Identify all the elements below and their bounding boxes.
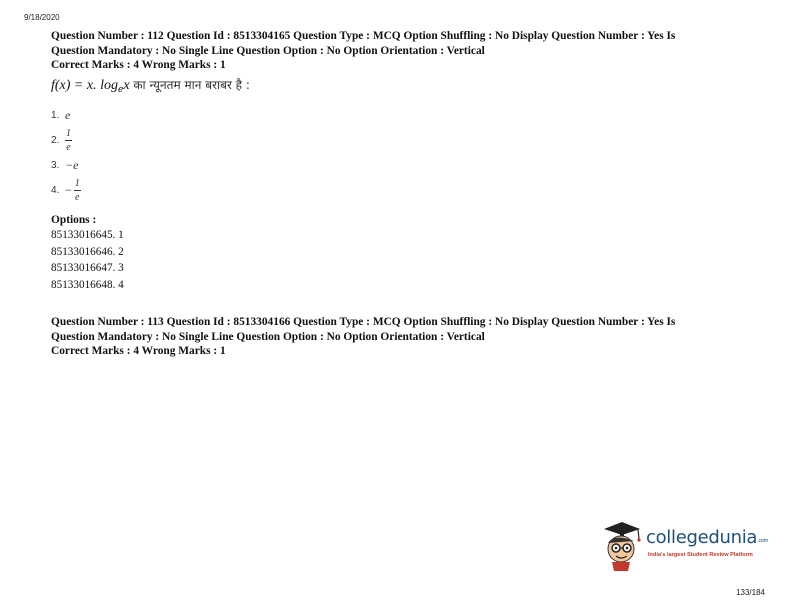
answer-option-3 bbox=[51, 158, 751, 174]
page-number: 133/184 bbox=[736, 588, 765, 597]
mascot-icon bbox=[604, 522, 641, 571]
question-formula-part2: x bbox=[123, 77, 130, 93]
option-codes-list bbox=[51, 227, 751, 294]
answer-option-2 bbox=[51, 124, 751, 158]
answer-option-value: −e bbox=[65, 158, 79, 173]
negative-sign: − bbox=[65, 183, 72, 198]
answer-option-number: 2. bbox=[51, 135, 60, 147]
fraction-bar bbox=[65, 140, 72, 141]
fraction-denominator: e bbox=[66, 142, 71, 154]
answer-options bbox=[51, 108, 751, 208]
answer-option-1 bbox=[51, 108, 751, 124]
question-113 bbox=[51, 315, 751, 359]
question-112-text bbox=[51, 75, 751, 100]
question-formula-subscript: e bbox=[117, 84, 124, 95]
fraction-numerator: 1 bbox=[74, 178, 80, 190]
logo-name: collegedunia bbox=[646, 527, 758, 548]
question-112-marks: Correct Marks : 4 Wrong Marks : 1 bbox=[51, 59, 226, 72]
option-code: 85133016648. 4 bbox=[51, 279, 124, 292]
answer-option-number: 3. bbox=[51, 160, 60, 172]
fraction-bar bbox=[74, 190, 81, 191]
fraction bbox=[65, 128, 72, 153]
print-date: 9/18/2020 bbox=[24, 13, 60, 22]
question-112-header-line1: Question Number : 112 Question Id : 8513304165 Question Type : MCQ Option Shuffling : No Display Question Number : Yes Is bbox=[51, 30, 676, 42]
question-113-header-line2: Question Mandatory : No Single Line Question Option : No Option Orientation : Vertical bbox=[51, 330, 485, 343]
logo-wordmark bbox=[646, 527, 768, 548]
question-hindi-text: का न्यूनतम मान बराबर है : bbox=[129, 77, 250, 92]
options-title: Options : bbox=[51, 213, 97, 226]
fraction-denominator: e bbox=[75, 192, 80, 204]
answer-option-value: e bbox=[65, 108, 71, 123]
question-113-marks: Correct Marks : 4 Wrong Marks : 1 bbox=[51, 345, 226, 358]
question-113-header-line1: Question Number : 113 Question Id : 8513304166 Question Type : MCQ Option Shuffling : No Display Question Number : Yes Is bbox=[51, 316, 676, 328]
answer-option-number: 4. bbox=[51, 185, 60, 197]
answer-option-4 bbox=[51, 174, 751, 208]
logo-suffix: .com bbox=[757, 538, 769, 544]
option-code: 85133016646. 2 bbox=[51, 245, 124, 258]
logo-tagline: India's largest Student Review Platform bbox=[648, 552, 753, 558]
question-112 bbox=[51, 29, 751, 294]
question-formula-part1: f(x) = x. log bbox=[51, 77, 118, 93]
answer-option-number: 1. bbox=[51, 110, 60, 122]
option-code: 85133016647. 3 bbox=[51, 262, 124, 275]
option-code: 85133016645. 1 bbox=[51, 228, 124, 241]
question-112-header-line2: Question Mandatory : No Single Line Question Option : No Option Orientation : Vertical bbox=[51, 44, 485, 57]
fraction-numerator: 1 bbox=[66, 128, 71, 140]
fraction bbox=[74, 178, 81, 203]
